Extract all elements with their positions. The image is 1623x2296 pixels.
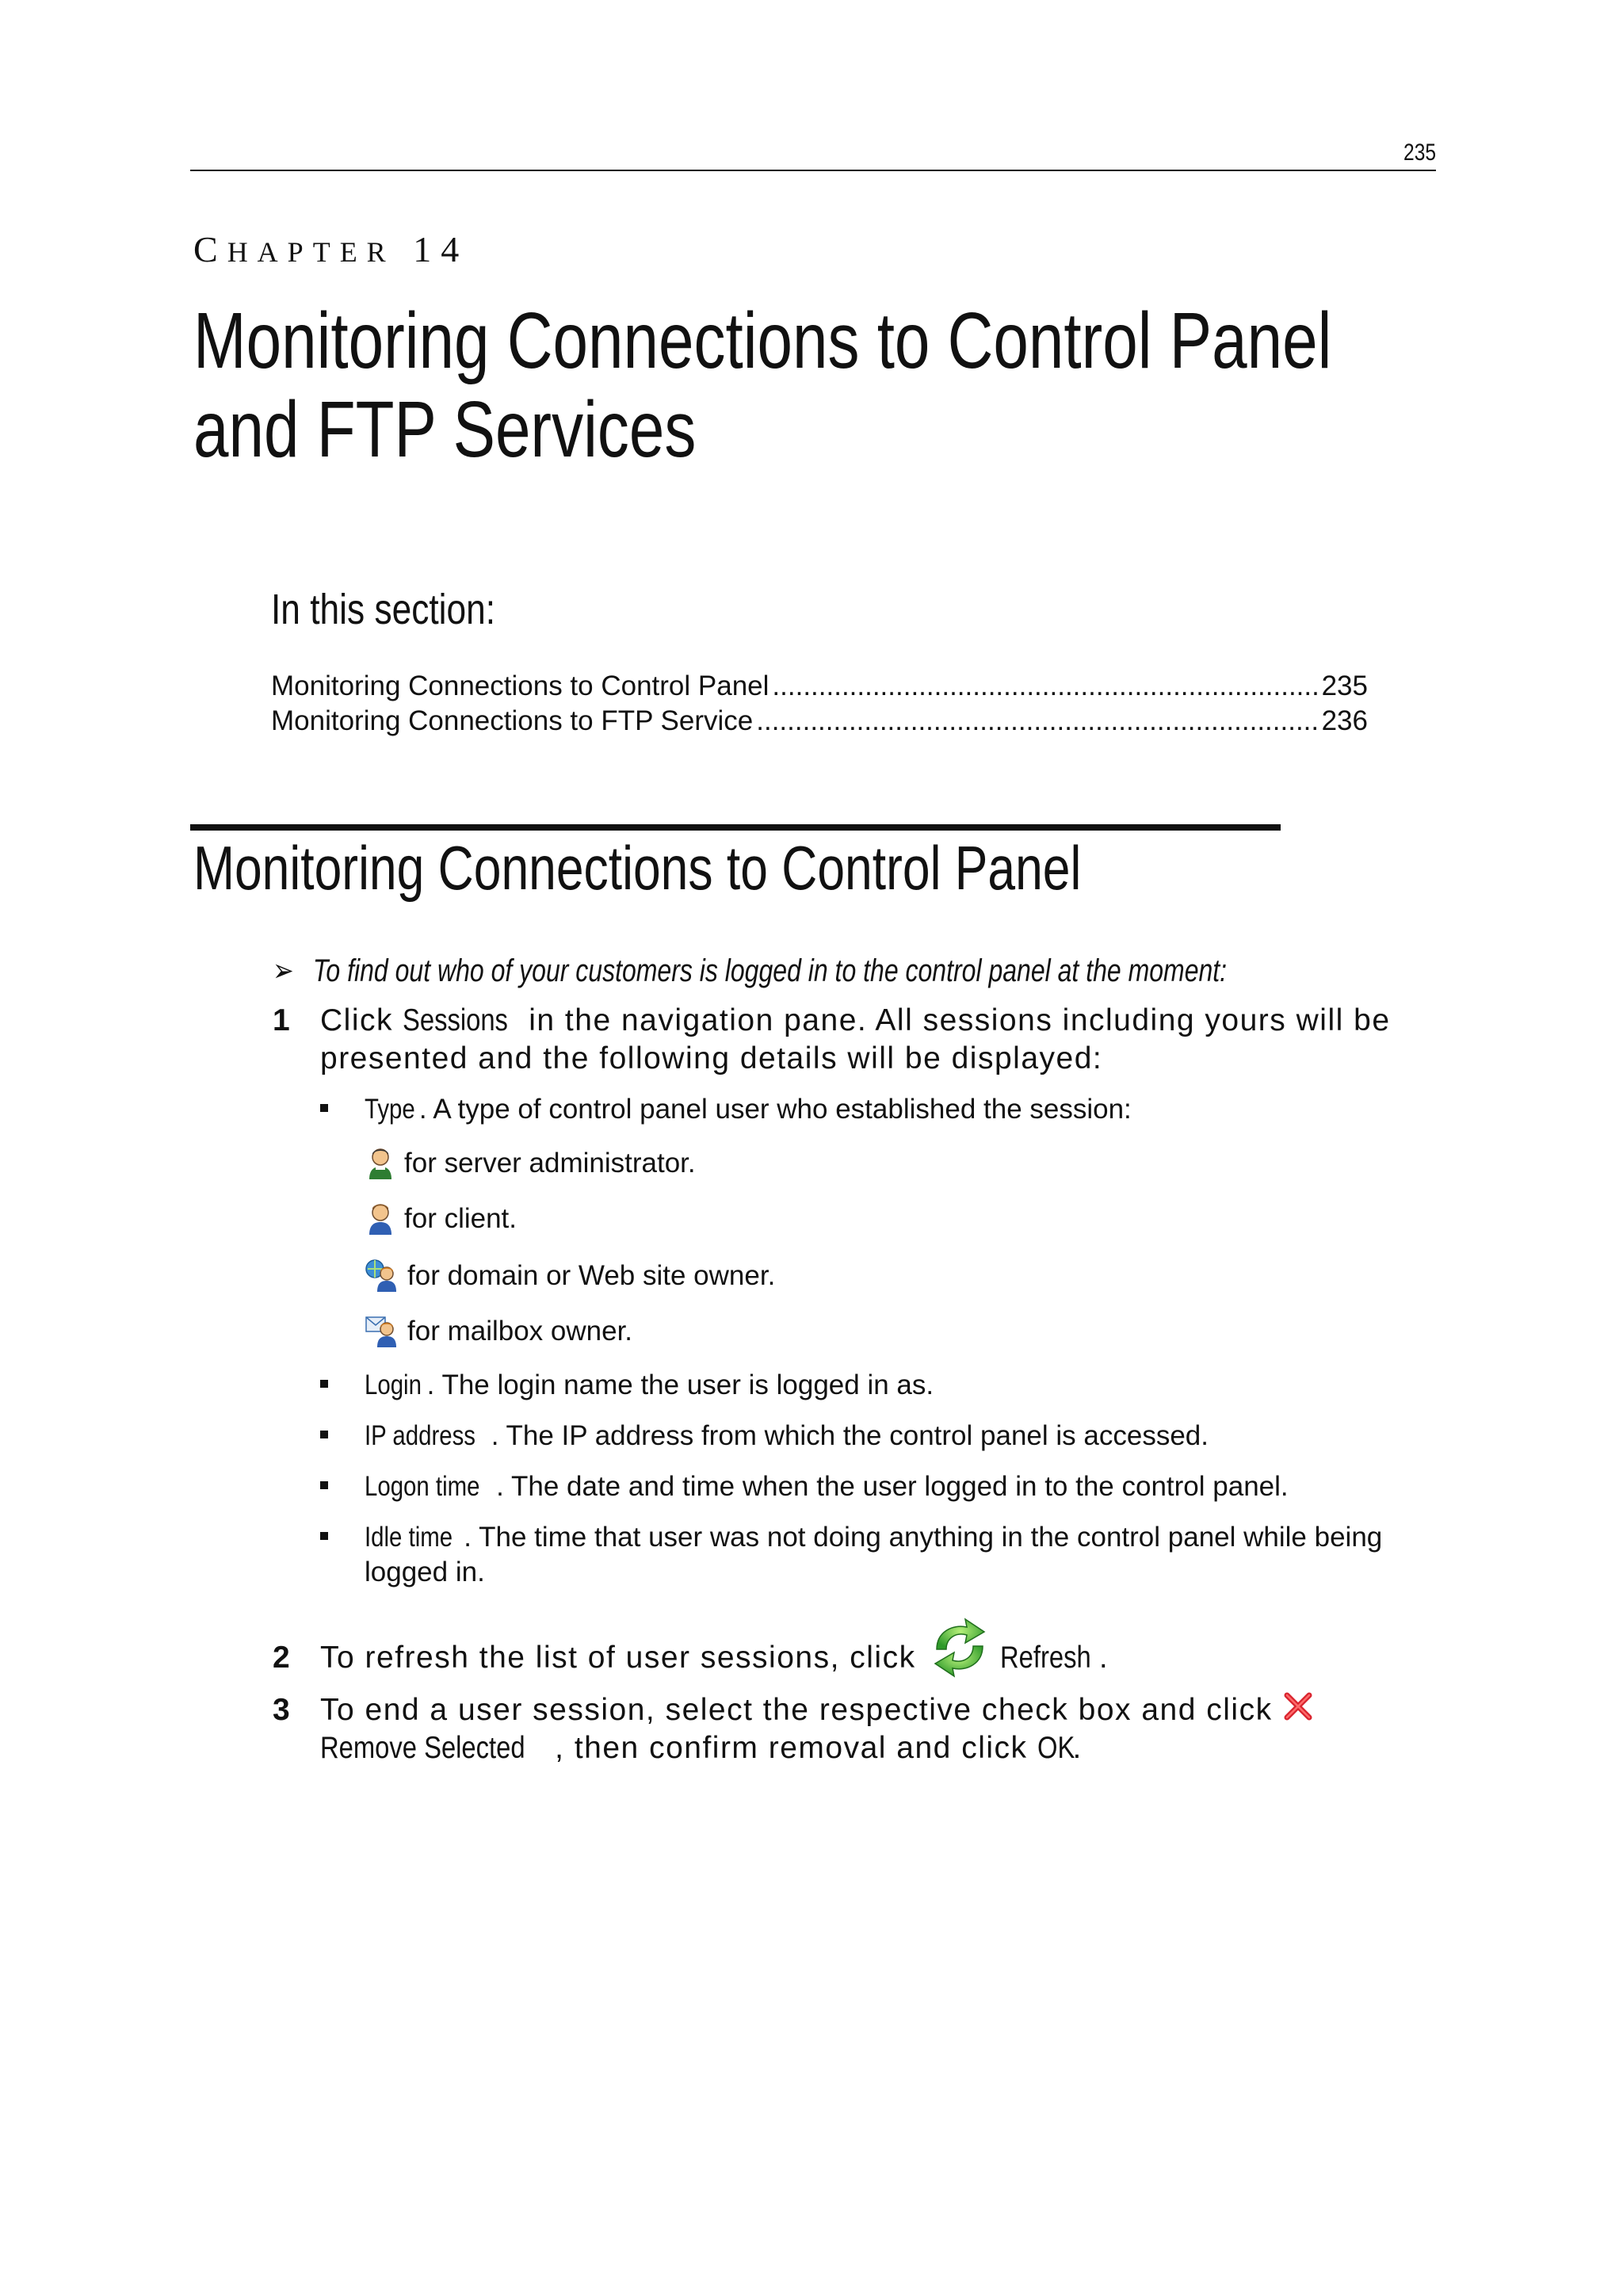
step-text: To refresh the list of user sessions, click [320,1641,926,1675]
bullet-text: . The time that user was not doing anything in the control panel while being logged in. [365,1522,1383,1587]
term-type: Type [365,1094,415,1125]
refresh-icon[interactable] [926,1618,994,1678]
header-rule [190,170,1436,171]
user-type-text: for mailbox owner. [407,1316,633,1347]
step-number: 2 [273,1641,290,1675]
domain-owner-icon [365,1259,399,1293]
bullet-mark [320,1431,328,1438]
toc-entry[interactable] [271,670,1368,702]
step-number: 3 [273,1693,290,1727]
step-text: To end a user session, select the respective check box and click [320,1693,1282,1727]
bullet-mark [320,1380,328,1388]
user-type-text: for client. [404,1203,517,1234]
bullet-login [320,1368,1395,1403]
bullet-idle-time [320,1520,1442,1590]
user-type-row [365,1200,517,1238]
chapter-label-initial: C [193,229,227,269]
chapter-label-word: HAPTER [227,236,395,268]
client-icon [365,1201,396,1236]
term-login: Login [365,1370,422,1400]
bullet-type [320,1092,1395,1127]
bullet-mark [320,1481,328,1489]
toc-leader [756,705,1318,737]
bullet-text: . The date and time when the user logged in to the control panel. [496,1471,1289,1502]
step-3 [273,1691,1461,1767]
chapter-title [193,296,1588,474]
ui-term-ok: OK [1037,1731,1075,1765]
procedure-arrow-icon: ➢ [273,953,294,988]
chapter-number: 14 [413,229,469,269]
user-type-row [365,1312,632,1350]
bullet-logon-time [320,1469,1395,1504]
step-text: . [1072,1731,1083,1765]
toc-leader [772,670,1318,702]
bullet-text: . The login name the user is logged in as. [426,1370,934,1400]
bullet-text: . The IP address from which the control panel is accessed. [491,1420,1209,1451]
term-idle-time: Idle time [365,1522,453,1553]
remove-icon[interactable] [1282,1690,1314,1722]
step-text: . [1098,1641,1109,1675]
toc-entry-text: Monitoring Connections to FTP Service [271,705,754,736]
toc-entry-page: 235 [1321,670,1368,701]
procedure-text: To find out who of your customers is logged in to the control panel at the moment: [312,953,1228,988]
server-admin-icon [365,1146,396,1181]
chapter-label [193,228,468,270]
step-text: , then confirm removal and click [555,1731,1037,1765]
bullet-text: . A type of control panel user who established the session: [418,1094,1132,1125]
step-text: Click [320,1003,403,1037]
step-2 [273,1639,1461,1678]
section-rule [190,824,1281,831]
ui-term-remove-selected: Remove Selected [320,1731,525,1765]
toc-entry-text: Monitoring Connections to Control Panel [271,670,769,701]
toc-entry[interactable] [271,705,1368,737]
user-type-row [365,1257,775,1295]
procedure-heading [273,953,1227,989]
mailbox-owner-icon [365,1314,399,1349]
bullet-mark [320,1104,328,1112]
page-number: 235 [1403,139,1436,166]
chapter-title-line2: and FTP Services [193,385,697,474]
bullet-mark [320,1532,328,1540]
section-title: Monitoring Connections to Control Panel [193,833,1082,903]
toc-heading: In this section: [271,586,496,633]
term-ip-address: IP address [365,1420,476,1451]
user-type-row [365,1144,696,1182]
bullet-ip-address [320,1419,1395,1454]
step-1 [273,1002,1461,1078]
term-logon-time: Logon time [365,1471,480,1502]
ui-term-refresh: Refresh [999,1641,1091,1675]
user-type-text: for domain or Web site owner. [407,1260,776,1291]
chapter-title-line1: Monitoring Connections to Control Panel [193,296,1332,385]
step-text: in the navigation pane. All sessions including yours will be presented and the following details will be displayed: [320,1003,1391,1075]
ui-term-sessions: Sessions [403,1003,509,1037]
step-number: 1 [273,1003,290,1037]
toc-entry-page: 236 [1321,705,1368,736]
user-type-text: for server administrator. [404,1148,696,1179]
